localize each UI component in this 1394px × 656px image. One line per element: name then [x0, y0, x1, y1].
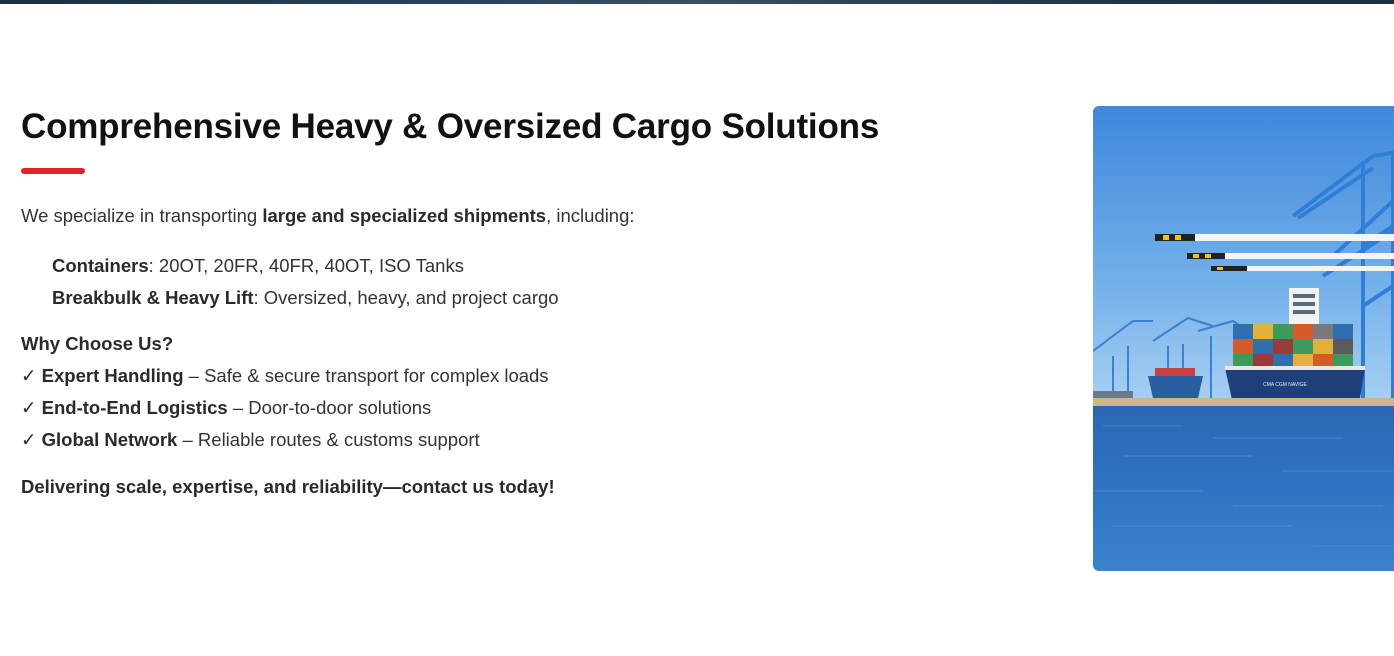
call-to-action-text: Delivering scale, expertise, and reliability—contact us today! [21, 476, 555, 497]
why-item-label: Expert Handling [41, 365, 184, 386]
cargo-item-breakbulk [52, 282, 1021, 314]
why-choose-us-list [21, 360, 1021, 456]
cargo-solutions-section [21, 104, 1021, 503]
intro-bold: large and specialized shipments [262, 205, 547, 226]
container-port-photo [1093, 106, 1394, 571]
why-item-end-to-end [21, 392, 1021, 424]
why-item-detail: – Reliable routes & customs support [177, 429, 480, 450]
why-item-label: End-to-End Logistics [41, 397, 228, 418]
why-item-detail: – Safe & secure transport for complex loads [183, 365, 549, 386]
why-item-detail: – Door-to-door solutions [227, 397, 432, 418]
intro-suffix: , including: [546, 205, 635, 226]
check-icon: ✓ [21, 365, 37, 386]
cargo-item-label: Breakbulk & Heavy Lift [52, 287, 254, 308]
why-item-label: Global Network [41, 429, 178, 450]
check-icon: ✓ [21, 397, 37, 418]
why-choose-us-heading: Why Choose Us? [21, 333, 174, 354]
title-accent-bar [21, 168, 85, 174]
cargo-item-label: Containers [52, 255, 149, 276]
cargo-type-list [21, 250, 1021, 314]
why-item-global-network [21, 424, 1021, 456]
section-title: Comprehensive Heavy & Oversized Cargo Solutions [21, 107, 880, 146]
check-icon: ✓ [21, 429, 37, 450]
header-strip [0, 0, 1394, 4]
why-item-expert-handling [21, 360, 1021, 392]
cargo-item-detail: : Oversized, heavy, and project cargo [253, 287, 559, 308]
intro-prefix: We specialize in transporting [21, 205, 263, 226]
ship-name-label: CMA CGM NAVIGE [1263, 382, 1307, 388]
cargo-item-detail: : 20OT, 20FR, 40FR, 40OT, ISO Tanks [148, 255, 464, 276]
intro-paragraph [21, 204, 1021, 228]
cargo-item-containers [52, 250, 1021, 282]
